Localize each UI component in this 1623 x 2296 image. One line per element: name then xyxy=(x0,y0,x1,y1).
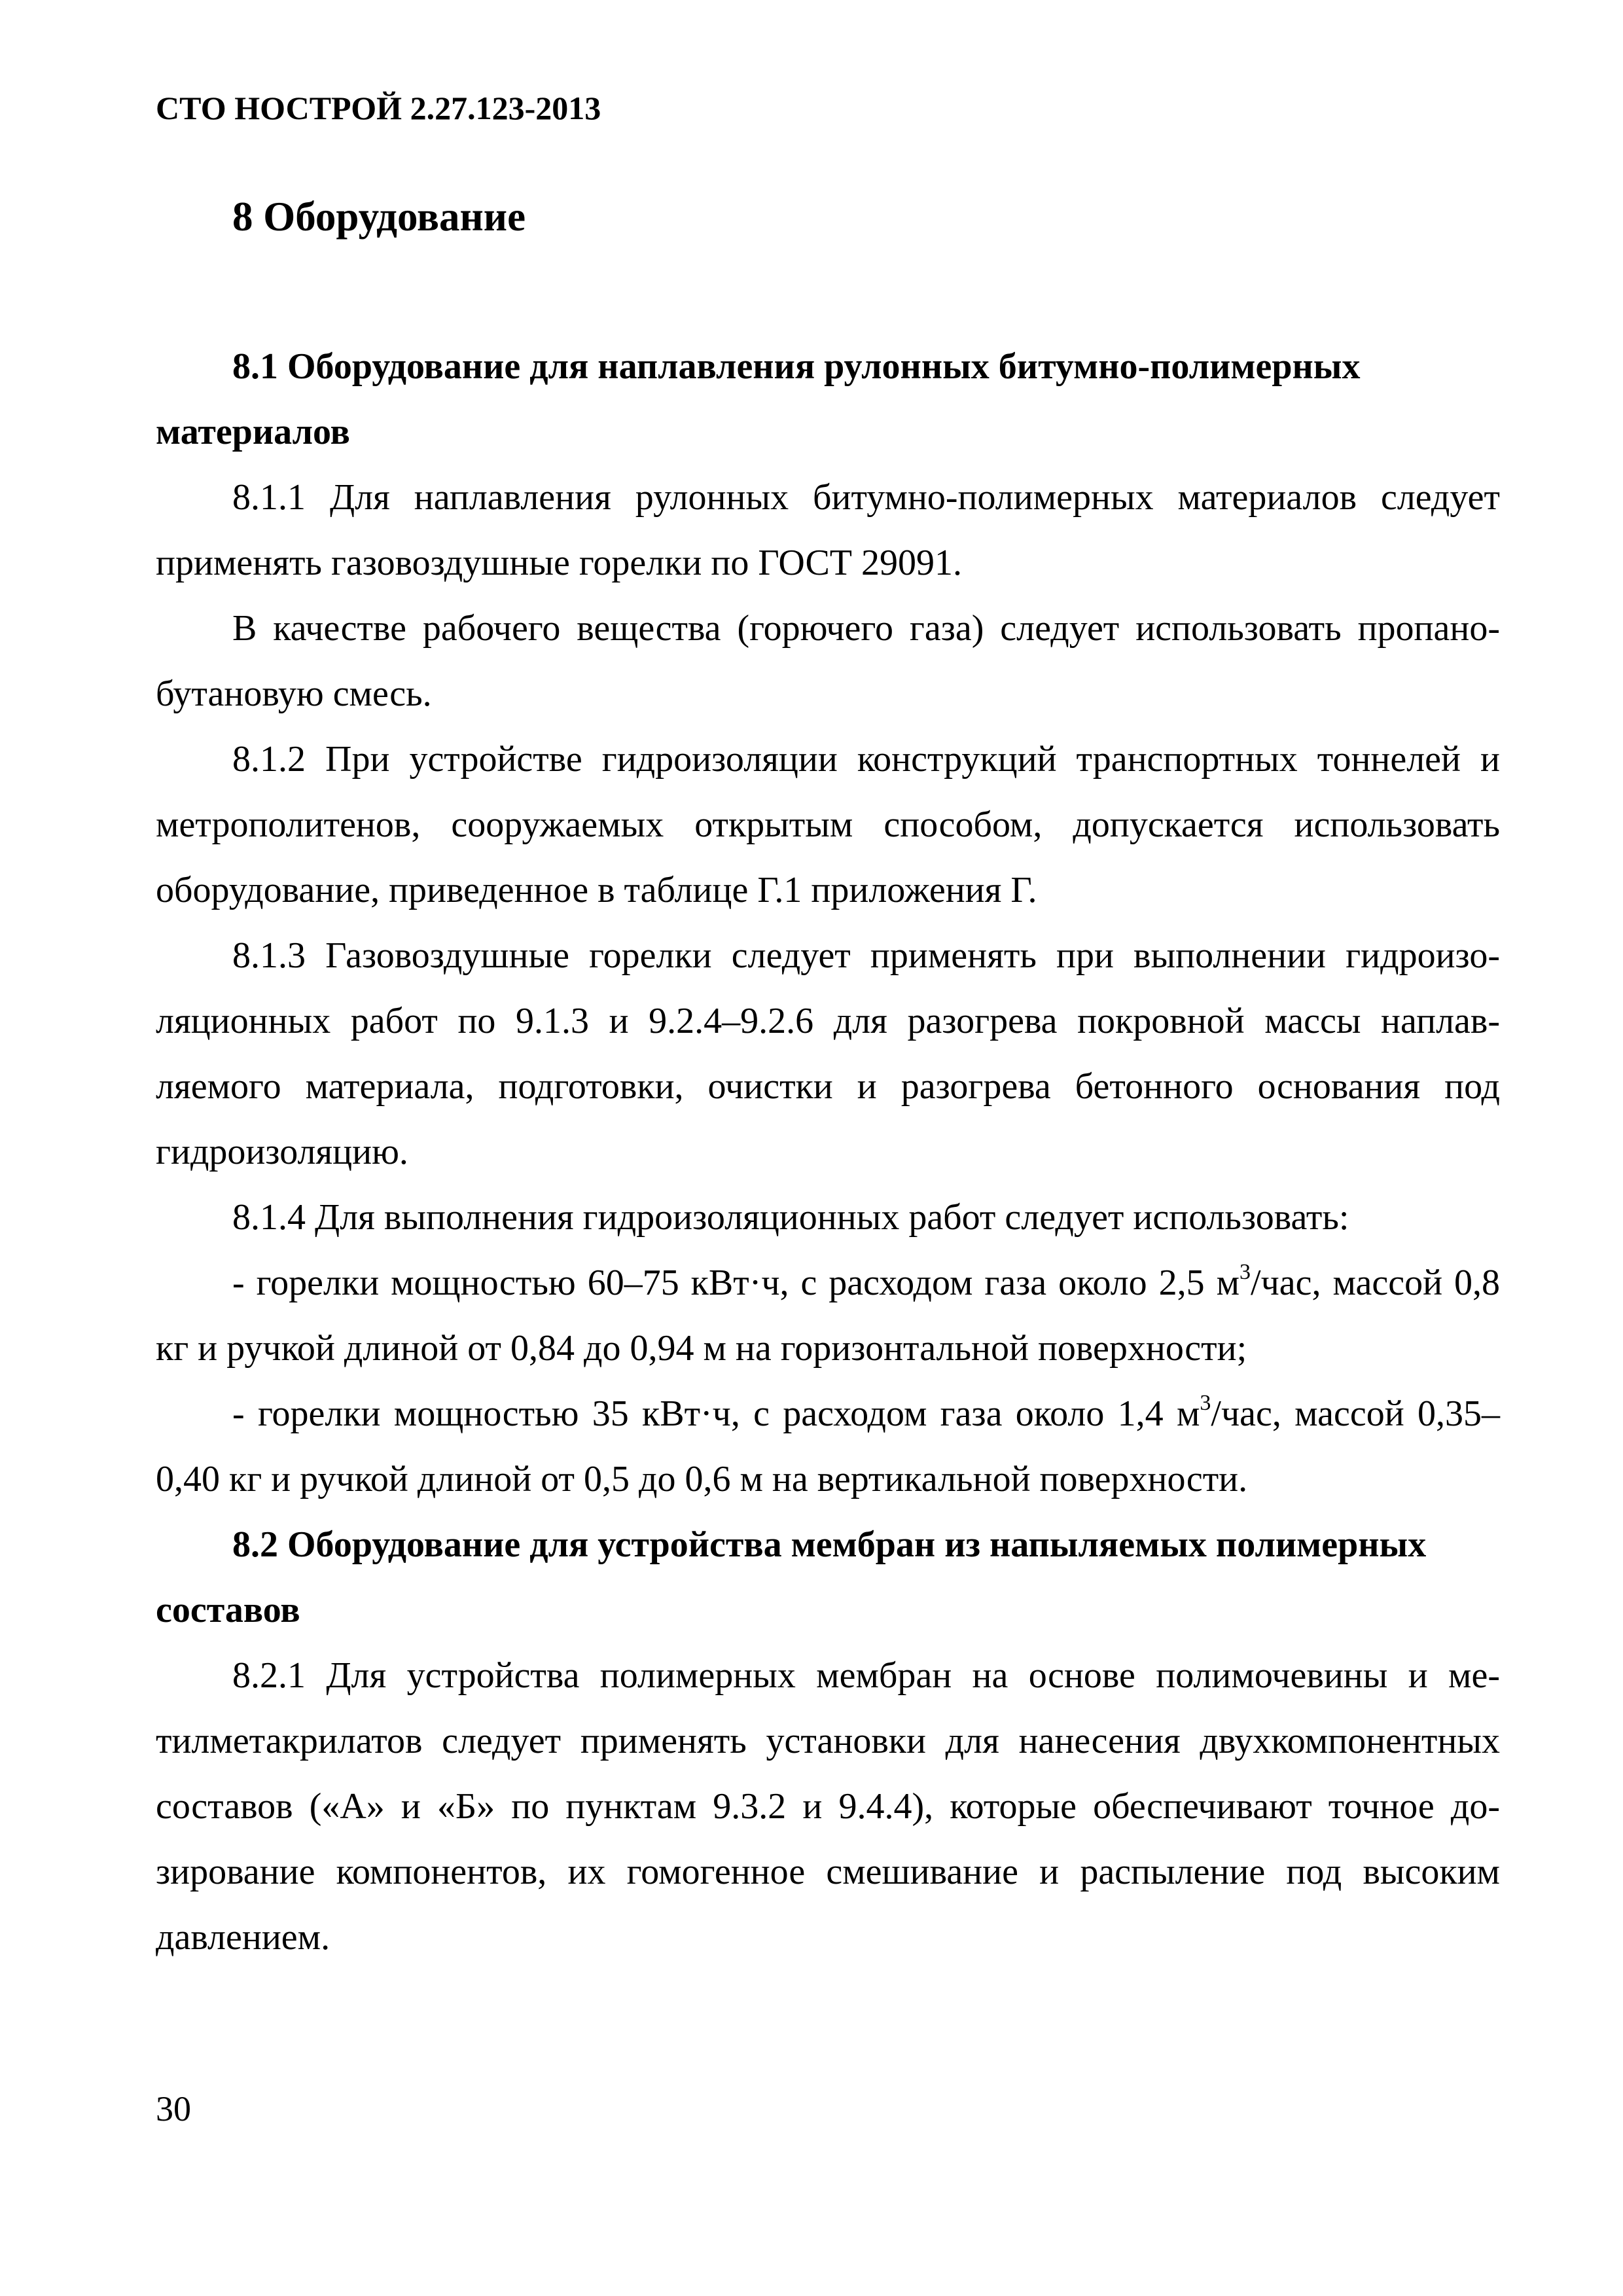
paragraph-8-1-3: 8.1.3 Газовоздушные горелки следует применять при выполнении гидроизо-ляционных работ по 9.1.3 и 9.2.4–9.2.6 для разогрева покровной массы наплав-ляемого материала, подготовки, очистки и разогрева бетонного основания под гидроизоляцию. xyxy=(156,935,1500,1172)
list-item-text: - горелки мощностью 60–75 кВт·ч, с расходом газа около 2,5 м xyxy=(232,1263,1240,1303)
superscript-cube: 3 xyxy=(1240,1260,1251,1284)
list-item-vertical-burner xyxy=(156,1381,1500,1512)
list-item-horizontal-burner xyxy=(156,1250,1500,1381)
paragraph-8-2-1: 8.2.1 Для устройства полимерных мембран на основе полимочевины и ме-тилметакрилатов следует применять установки для нанесения двухкомпонентных составов («А» и «Б» по пунктам 9.3.2 и 9.4.4), которые обеспечивают точное до-зирование компонентов, их гомогенное смешивание и распыление под высоким давлением. xyxy=(156,1655,1500,1958)
document-code-header: СТО НОСТРОЙ 2.27.123-2013 xyxy=(156,90,601,126)
subsection-heading-8-2: 8.2 Оборудование для устройства мембран из напыляемых полимерных составов xyxy=(156,1524,1427,1630)
paragraph-8-1-2: 8.1.2 При устройстве гидроизоляции конструкций транспортных тоннелей и метрополитенов, сооружаемых открытым способом, допускается использовать оборудование, приведенное в таблице Г.1 приложения Г. xyxy=(156,739,1500,910)
subsection-heading-8-1: 8.1 Оборудование для наплавления рулонных битумно-полимерных материалов xyxy=(156,346,1361,452)
list-item-text: /час, массой 0,8 кг и ручкой длиной от 0,84 до 0,94 м на горизонтальной поверхности; xyxy=(156,1263,1500,1369)
paragraph-8-1-4: 8.1.4 Для выполнения гидроизоляционных работ следует использовать: xyxy=(232,1197,1349,1238)
superscript-cube: 3 xyxy=(1200,1391,1211,1415)
paragraph-8-1-1: 8.1.1 Для наплавления рулонных битумно-полимерных материалов следует применять газовоздушные горелки по ГОСТ 29091. xyxy=(156,477,1500,583)
list-item-text: - горелки мощностью 35 кВт·ч, с расходом газа около 1,4 м xyxy=(232,1393,1200,1434)
section-title: 8 Оборудование xyxy=(232,194,526,240)
page-number: 30 xyxy=(156,2089,191,2128)
paragraph-fuel-gas: В качестве рабочего вещества (горючего газа) следует использовать пропано-бутановую смесь. xyxy=(156,608,1500,714)
list-item-text: /час, массой 0,35–0,40 кг и ручкой длиной от 0,5 до 0,6 м на вертикальной поверхности. xyxy=(156,1393,1501,1499)
document-body xyxy=(156,334,1500,1970)
